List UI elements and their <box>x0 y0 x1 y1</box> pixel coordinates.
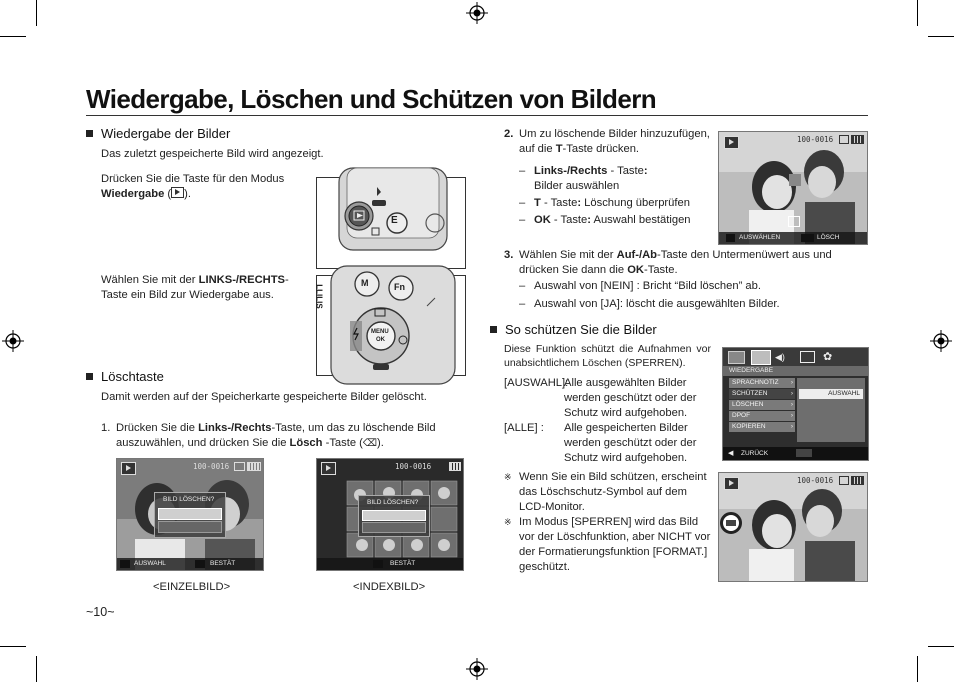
page-number: ~10~ <box>86 605 115 619</box>
dash: – <box>519 165 526 177</box>
battery-icon <box>247 462 261 471</box>
button-ok-label: OK <box>376 337 385 343</box>
crop-mark <box>917 656 918 682</box>
step-2-item-2: T - Taste: Löschung überprüfen <box>534 197 690 209</box>
playback-icon <box>171 187 184 198</box>
step-2-item-1: Links-/Rechts - Taste: Bilder auswählen <box>534 165 648 192</box>
title-rule <box>86 115 868 116</box>
def-term-auswahl: [AUSWAHL]: <box>504 377 569 389</box>
lcd-bottom-bar: AUSWAHL BESTÄT <box>117 558 263 570</box>
playback-tab-icon[interactable] <box>751 350 771 365</box>
dialog-option-no[interactable] <box>362 510 426 521</box>
sound-tab-icon[interactable]: ◀) <box>775 352 785 362</box>
menu-item-schuetzen[interactable]: SCHÜTZEN › <box>729 389 795 399</box>
file-counter: 100-0016 <box>395 462 432 471</box>
dialog-option-no[interactable] <box>158 508 222 520</box>
protection-lock-icon <box>720 512 742 534</box>
menu-header: WIEDERGABE <box>723 366 868 376</box>
menu-item-dpof[interactable]: DPOF › <box>729 411 795 421</box>
section-heading-loeschtaste: Löschtaste <box>86 369 164 384</box>
camera-tab-icon[interactable] <box>728 351 745 364</box>
step-3-text: Wählen Sie mit der Auf-/Ab-Taste den Untermenüwert aus und drücken Sie dann die OK-Taste. <box>519 249 832 276</box>
wiedergabe-paragraph-2: Wählen Sie mit der LINKS-/RECHTS-Taste ein Bild zur Wiedergabe aus. <box>101 274 289 301</box>
file-counter: 100-0016 <box>797 476 834 485</box>
menu-item-kopieren[interactable]: KOPIEREN › <box>729 422 795 432</box>
delete-dialog: BILD LÖSCHEN? <box>154 492 226 538</box>
wiedergabe-intro: Das zuletzt gespeicherte Bild wird angezeigt. <box>101 148 324 160</box>
selection-checkbox-icon[interactable] <box>788 216 800 227</box>
caption-indexbild: <INDEXBILD> <box>353 581 426 593</box>
crop-mark <box>917 0 918 26</box>
lcd-bottom-bar: BESTÄT <box>317 558 463 570</box>
button-e-label: E <box>391 215 398 226</box>
lcd-screen-index <box>316 458 464 571</box>
registration-mark-icon <box>466 2 488 24</box>
def-text-auswahl: Alle ausgewählten Bilder werden geschützt oder der Schutz wird aufgehoben. <box>564 377 697 419</box>
crop-mark <box>0 646 26 647</box>
step-number: 1. <box>101 422 111 434</box>
lcd-menu-screen <box>722 347 869 461</box>
caption-einzelbild: <EINZELBILD> <box>153 581 231 593</box>
note-2: Im Modus [SPERREN] wird das Bild vor der Löschfunktion, aber NICHT vor der Formatierungsfunktion [FORMAT.] geschützt. <box>519 516 711 573</box>
wiedergabe-paragraph-1: Drücken Sie die Taste für den Modus Wiedergabe ( ). <box>101 173 285 200</box>
submenu-panel <box>797 378 865 442</box>
delete-dialog: BILD LÖSCHEN? <box>358 495 430 537</box>
play-mode-icon <box>724 477 739 490</box>
step-2-item-3: OK - Taste: Auswahl bestätigen <box>534 214 691 226</box>
menu-item-sprachnotiz[interactable]: SPRACHNOTIZ › <box>729 378 795 388</box>
settings-tab-icon[interactable]: ✿ <box>823 351 833 363</box>
dialog-option-yes[interactable] <box>362 522 426 533</box>
battery-icon <box>851 476 864 485</box>
def-text-alle: Alle gespeicherten Bilder werden geschützt oder der Schutz wird aufgehoben. <box>564 422 697 464</box>
crop-mark <box>928 36 954 37</box>
step-3-number: 3. <box>504 249 514 261</box>
section-heading-wiedergabe: Wiedergabe der Bilder <box>86 126 230 141</box>
play-mode-icon <box>121 462 136 475</box>
dash: – <box>519 197 526 209</box>
camera-back-illustration-bottom <box>316 275 466 376</box>
file-counter: 100-0016 <box>193 462 230 471</box>
lcd-bottom-bar: AUSWÄHLEN LÖSCH <box>719 232 867 244</box>
step-2-number: 2. <box>504 128 514 140</box>
battery-icon <box>851 135 864 144</box>
dash: – <box>519 280 526 292</box>
button-menu-label: MENU <box>371 329 389 335</box>
schuetzen-intro: Diese Funktion schützt die Aufnahmen vor unabsichtlichem Löschen (SPERREN). <box>504 343 711 369</box>
file-counter: 100-0016 <box>797 135 834 144</box>
submenu-option-auswahl[interactable]: AUSWAHL <box>799 389 863 399</box>
memory-icon <box>234 462 245 471</box>
camera-side-text: LLILIS <box>314 284 324 309</box>
bullet-square-icon <box>86 373 93 380</box>
battery-icon <box>449 462 461 471</box>
delete-icon: ⌫ <box>362 438 378 449</box>
dash: – <box>519 214 526 226</box>
back-arrow-icon: ◀ <box>728 450 734 457</box>
registration-mark-icon <box>930 330 952 352</box>
lcd-screen-single <box>116 458 264 571</box>
bullet-square-icon <box>490 326 497 333</box>
def-term-alle: [ALLE] : <box>504 422 544 434</box>
note-1: Wenn Sie ein Bild schützen, erscheint das Löschschutz-Symbol auf dem LCD-Monitor. <box>519 471 707 513</box>
note-mark: ※ <box>504 517 512 527</box>
section-heading-schuetzen: So schützen Sie die Bilder <box>490 322 657 337</box>
dash: – <box>519 298 526 310</box>
step-3-item-2: Auswahl von [JA]: löscht die ausgewählten Bilder. <box>534 298 780 310</box>
button-fn-label: Fn <box>394 282 405 292</box>
lcd-screen-protected <box>718 472 868 582</box>
memory-icon <box>839 476 849 485</box>
note-mark: ※ <box>504 472 512 482</box>
lcd-screen-select <box>718 131 868 245</box>
registration-mark-icon <box>2 330 24 352</box>
memory-icon <box>839 135 849 144</box>
crop-mark <box>36 656 37 682</box>
play-mode-icon <box>321 462 336 475</box>
crop-mark <box>36 0 37 26</box>
camera-back-illustration-top <box>316 177 466 269</box>
crop-mark <box>0 36 26 37</box>
page-title: Wiedergabe, Löschen und Schützen von Bildern <box>86 84 656 114</box>
dialog-option-yes[interactable] <box>158 521 222 533</box>
menu-bottom-bar: ◀ ZURÜCK <box>723 447 868 460</box>
play-mode-icon <box>724 136 739 149</box>
loeschtaste-step-1: Drücken Sie die Links-/Rechts-Taste, um das zu löschende Bild auszuwählen, und drücken Sie die Lösch -Taste (⌫). <box>116 422 436 449</box>
step-3-item-1: Auswahl von [NEIN] : Bricht “Bild löschen” ab. <box>534 280 761 292</box>
display-tab-icon[interactable] <box>800 351 815 363</box>
step-2-text: Um zu löschende Bilder hinzuzufügen, auf die T-Taste drücken. <box>519 128 710 155</box>
button-m-label: M <box>361 278 369 288</box>
bullet-square-icon <box>86 130 93 137</box>
crop-mark <box>928 646 954 647</box>
loeschtaste-intro: Damit werden auf der Speicherkarte gespeicherte Bilder gelöscht. <box>101 391 427 403</box>
menu-item-loeschen[interactable]: LÖSCHEN › <box>729 400 795 410</box>
registration-mark-icon <box>466 658 488 680</box>
menu-tab-bar <box>723 348 868 366</box>
